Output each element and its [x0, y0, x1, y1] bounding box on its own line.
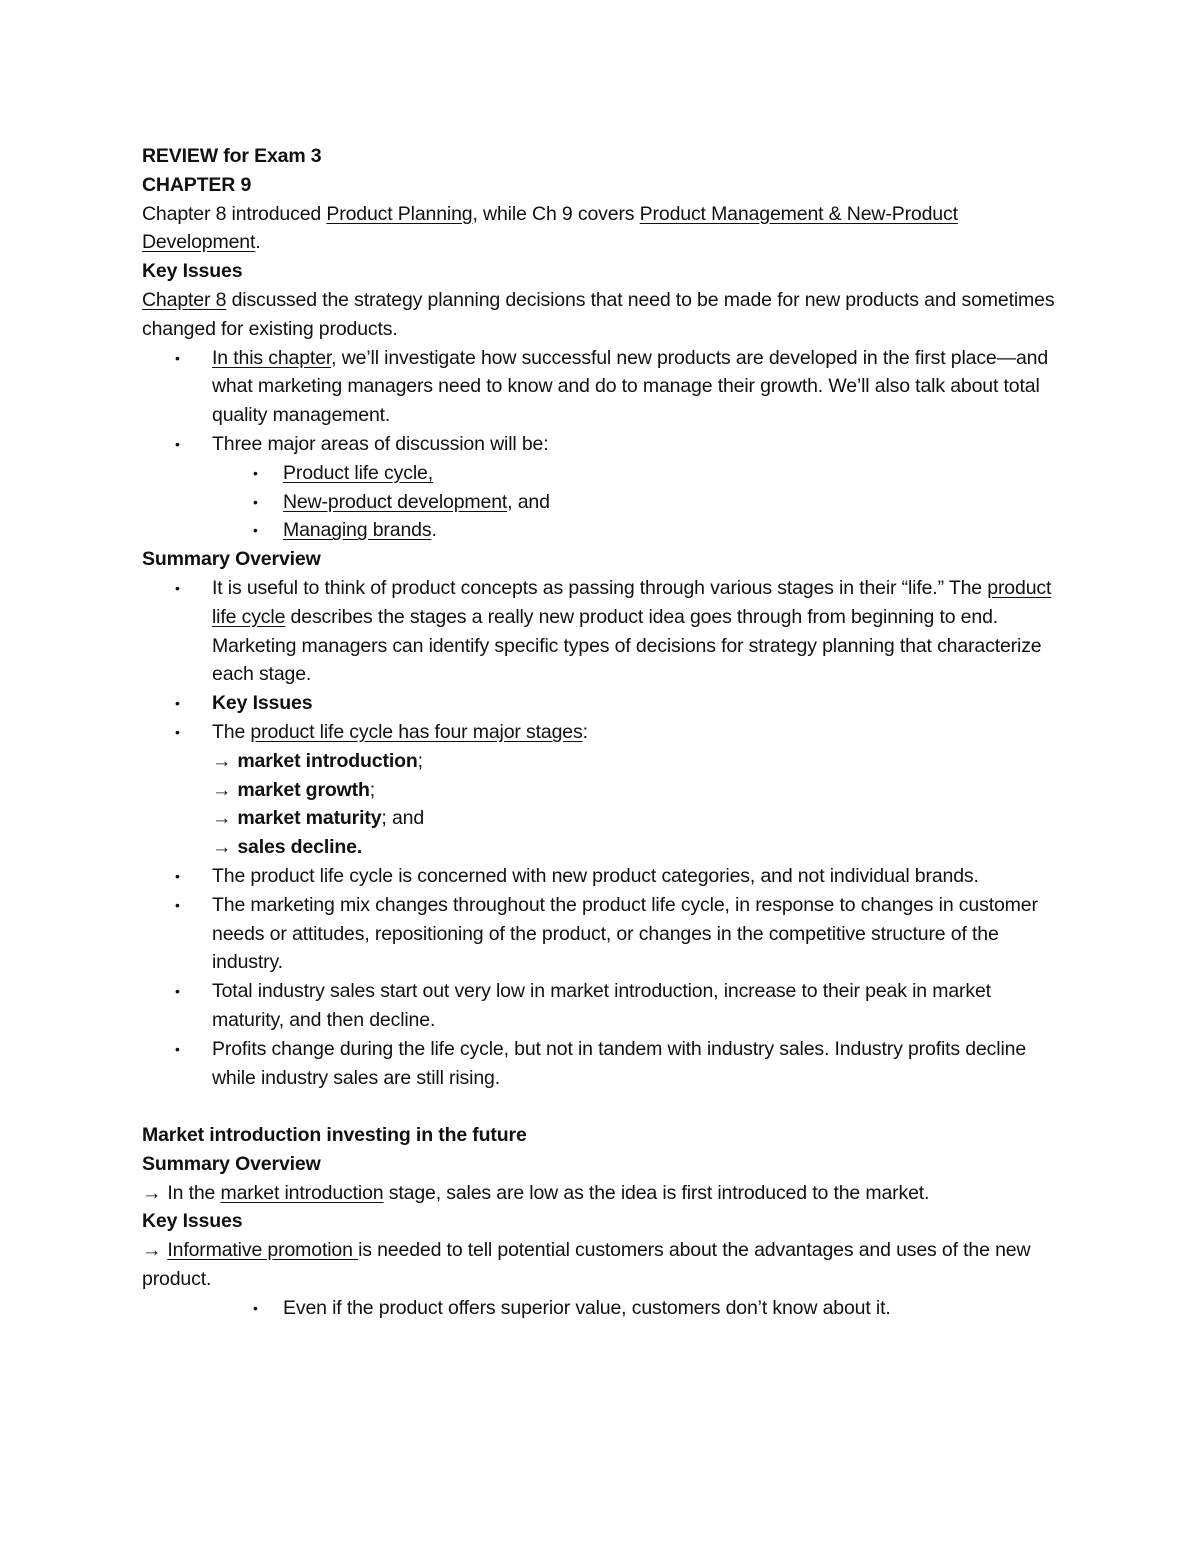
- list-item: [142, 891, 1062, 977]
- stage-line: [142, 776, 1062, 805]
- intro-stage-text-2: stage, sales are low as the idea is first introduced to the market.: [383, 1181, 930, 1204]
- in-this-chapter-underline: In this chapter: [212, 346, 332, 369]
- list-item: [142, 344, 1062, 430]
- blank-line: [142, 1092, 1062, 1121]
- useful-underline: product life cycle: [212, 576, 1052, 628]
- list-item-text: Profits change during the life cycle, but not in tandem with industry sales. Industry profits decline while industry sales are still rising.: [212, 1037, 1027, 1089]
- intro-text-2: , while Ch 9 covers: [472, 202, 640, 225]
- three-areas-text: Three major areas of discussion will be:: [212, 432, 549, 455]
- stage-line: [142, 833, 1062, 862]
- arrow-right-icon: →: [142, 1239, 162, 1262]
- key-issues-heading-2: Key Issues: [142, 1210, 243, 1233]
- list-item-text: Total industry sales start out very low in market introduction, increase to their peak in market maturity, and then decline.: [212, 980, 991, 1031]
- useful-text-1: It is useful to think of product concepts as passing through various stages in their “life.” The: [212, 576, 988, 599]
- bullet-glyph: •: [175, 896, 180, 913]
- sub-list-item: [142, 459, 1062, 488]
- chapter8-paragraph: [142, 286, 1062, 344]
- intro-stage-underline: market introduction: [220, 1181, 384, 1204]
- summary-overview-heading-2: Summary Overview: [142, 1152, 321, 1175]
- four-stages-text-1: The: [212, 720, 251, 743]
- last-bullet-text: Even if the product offers superior value, customers don’t know about it.: [283, 1296, 891, 1319]
- list-item: [142, 689, 1062, 718]
- bullet-glyph: •: [253, 493, 258, 510]
- doc-title: REVIEW for Exam 3: [142, 145, 322, 167]
- list-item-text: The marketing mix changes throughout the product life cycle, in response to changes in customer needs or attitudes, repositioning of the product, or changes in the competitive structure of the industry.: [212, 893, 1038, 974]
- stage-line: [142, 747, 1062, 776]
- stage-name: market growth: [237, 778, 370, 801]
- stage-suffix: ;: [417, 749, 423, 772]
- intro-text-1: Chapter 8 introduced: [142, 202, 327, 225]
- list-item: [142, 574, 1062, 689]
- document-page: [142, 142, 1062, 1323]
- stage-name: market introduction: [237, 749, 418, 772]
- arrow-right-icon: →: [212, 836, 232, 859]
- list-item: [142, 430, 1062, 459]
- stage-suffix: ; and: [381, 807, 425, 830]
- bullet-glyph: •: [175, 723, 180, 740]
- sub-item-text: .: [431, 519, 437, 542]
- useful-text-2: describes the stages a really new product idea goes through from beginning to end. Marketing managers can identify specific types of decisions for strategy planning that characterize each stage.: [212, 605, 1042, 686]
- bullet-glyph: •: [175, 349, 180, 366]
- section2-title: Market introduction investing in the future: [142, 1124, 527, 1147]
- intro-stage-paragraph: [142, 1179, 1062, 1208]
- four-stages-text-2: :: [582, 720, 588, 743]
- stage-name: sales decline.: [237, 836, 363, 859]
- informative-paragraph: [142, 1236, 1062, 1294]
- bullet-glyph: •: [253, 1299, 258, 1316]
- bullet-glyph: •: [175, 867, 180, 884]
- sub-item-text: , and: [507, 490, 550, 513]
- intro-stage-text-1: In the: [167, 1181, 221, 1204]
- stage-name: market maturity: [237, 807, 382, 830]
- intro-underline-2: Product Management & New-Product Development: [142, 202, 958, 254]
- key-issues-bullet: Key Issues: [212, 692, 313, 715]
- bullet-glyph: •: [175, 1040, 180, 1057]
- sub-list-item: [142, 488, 1062, 517]
- bullet-glyph: •: [175, 983, 180, 1000]
- summary-overview-heading: Summary Overview: [142, 548, 321, 571]
- arrow-right-icon: →: [212, 807, 232, 830]
- key-issues-heading: Key Issues: [142, 260, 243, 283]
- bullet-glyph: •: [253, 522, 258, 539]
- intro-underline-1: Product Planning: [326, 202, 473, 225]
- informative-text: is needed to tell potential customers about the advantages and uses of the new product.: [142, 1239, 1031, 1291]
- informative-underline: Informative promotion: [167, 1239, 359, 1262]
- intro-paragraph: [142, 200, 1062, 258]
- sub-item-underline: Managing brands: [283, 519, 432, 542]
- four-stages-underline: product life cycle has four major stages: [250, 720, 583, 743]
- sub-item-underline: Product life cycle,: [283, 461, 433, 484]
- arrow-right-icon: →: [212, 778, 232, 801]
- arrow-right-icon: →: [142, 1181, 162, 1204]
- list-item: [142, 862, 1062, 891]
- sub-list-item: [142, 516, 1062, 545]
- chapter8-text: discussed the strategy planning decisions that need to be made for new products and sometimes changed for existing products.: [142, 288, 1055, 340]
- list-item: [142, 1035, 1062, 1093]
- sub-list-item: [142, 1294, 1062, 1323]
- bullet-glyph: •: [175, 579, 180, 596]
- bullet-glyph: •: [175, 695, 180, 712]
- list-item: [142, 977, 1062, 1035]
- bullet-glyph: •: [253, 464, 258, 481]
- list-item: [142, 718, 1062, 747]
- chapter-heading: CHAPTER 9: [142, 173, 252, 196]
- list-item-text: The product life cycle is concerned with new product categories, and not individual brands.: [212, 864, 979, 887]
- arrow-right-icon: →: [212, 749, 232, 772]
- sub-item-underline: New-product development: [283, 490, 508, 513]
- stage-suffix: ;: [369, 778, 376, 801]
- bullet-glyph: •: [175, 435, 180, 452]
- intro-text-3: .: [255, 231, 261, 254]
- chapter8-underline: Chapter 8: [142, 288, 227, 311]
- stage-line: [142, 804, 1062, 833]
- in-this-chapter-text: , we’ll investigate how successful new products are developed in the first place—and what marketing managers need to know and do to manage their growth. We’ll also talk about total quality management.: [212, 346, 1049, 427]
